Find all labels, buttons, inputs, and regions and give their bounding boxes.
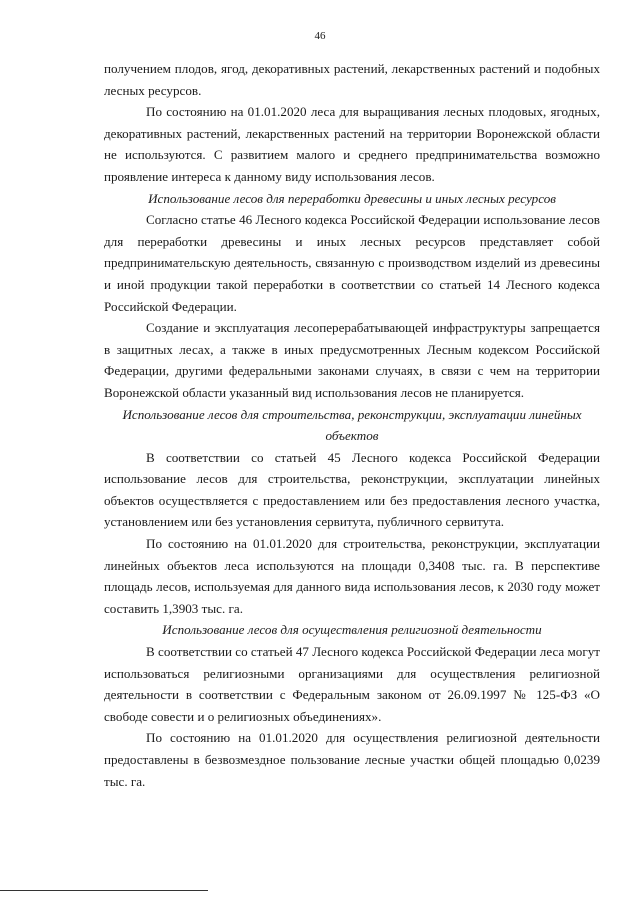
section-heading: Использование лесов для осуществления религиозной деятельности	[162, 622, 542, 638]
paragraph: В соответствии со статьей 45 Лесного кодекса Российской Федерации использование лесов для строительства, реконструкции, эксплуатации линейных объектов осуществляется с предоставлением или без предоставления лесного участка, установлением или без установления сервитута, публичного сервитута.	[104, 449, 600, 530]
section-heading: Использование лесов для строительства, реконструкции, эксплуатации линейных объектов	[122, 406, 582, 444]
paragraph: получением плодов, ягод, декоративных растений, лекарственных растений и подобных лесных ресурсов.	[104, 61, 600, 98]
document-body	[104, 58, 600, 792]
paragraph: Создание и эксплуатация лесоперерабатывающей инфраструктуры запрещается в защитных лесах, а также в иных предусмотренных Лесным кодексом Российской Федерации, другими федеральными законами случаях, в связи с чем на территории Воронежской области указанный вид использования лесов не планируется.	[104, 320, 600, 400]
page-number: 46	[314, 30, 326, 42]
footnote-divider	[0, 890, 208, 891]
paragraph: По состоянию на 01.01.2020 для строительства, реконструкции, эксплуатации линейных объектов леса используются на площади 0,3408 тыс. га. В перспективе площадь лесов, используемая для данного вида использования лесов, к 2030 году может составить 1,3903 тыс. га.	[104, 536, 600, 616]
paragraph: По состоянию на 01.01.2020 леса для выращивания лесных плодовых, ягодных, декоративных растений, лекарственных растений на территории Воронежской области не используются. С развитием малого и среднего предпринимательства возможно проявление интереса к данному виду использования лесов.	[104, 104, 600, 184]
paragraph: В соответствии со статьей 47 Лесного кодекса Российской Федерации леса могут использоваться религиозными организациями для осуществления религиозной деятельности в соответствии с Федеральным законом от 26.09.1997 № 125-ФЗ «О свободе совести и о религиозных объединениях».	[104, 644, 600, 724]
section-heading: Использование лесов для переработки древесины и иных лесных ресурсов	[148, 190, 556, 206]
paragraph: Согласно статье 46 Лесного кодекса Российской Федерации использование лесов для переработки древесины и иных лесных ресурсов представляет собой предпринимательскую деятельность, связанную с производством изделий из древесины и иной продукции такой переработки в соответствии со статьей 14 Лесного кодекса Российской Федерации.	[104, 212, 600, 314]
paragraph: По состоянию на 01.01.2020 для осуществления религиозной деятельности предоставлены в безвозмездное пользование лесные участки общей площадью 0,0239 тыс. га.	[104, 730, 600, 789]
